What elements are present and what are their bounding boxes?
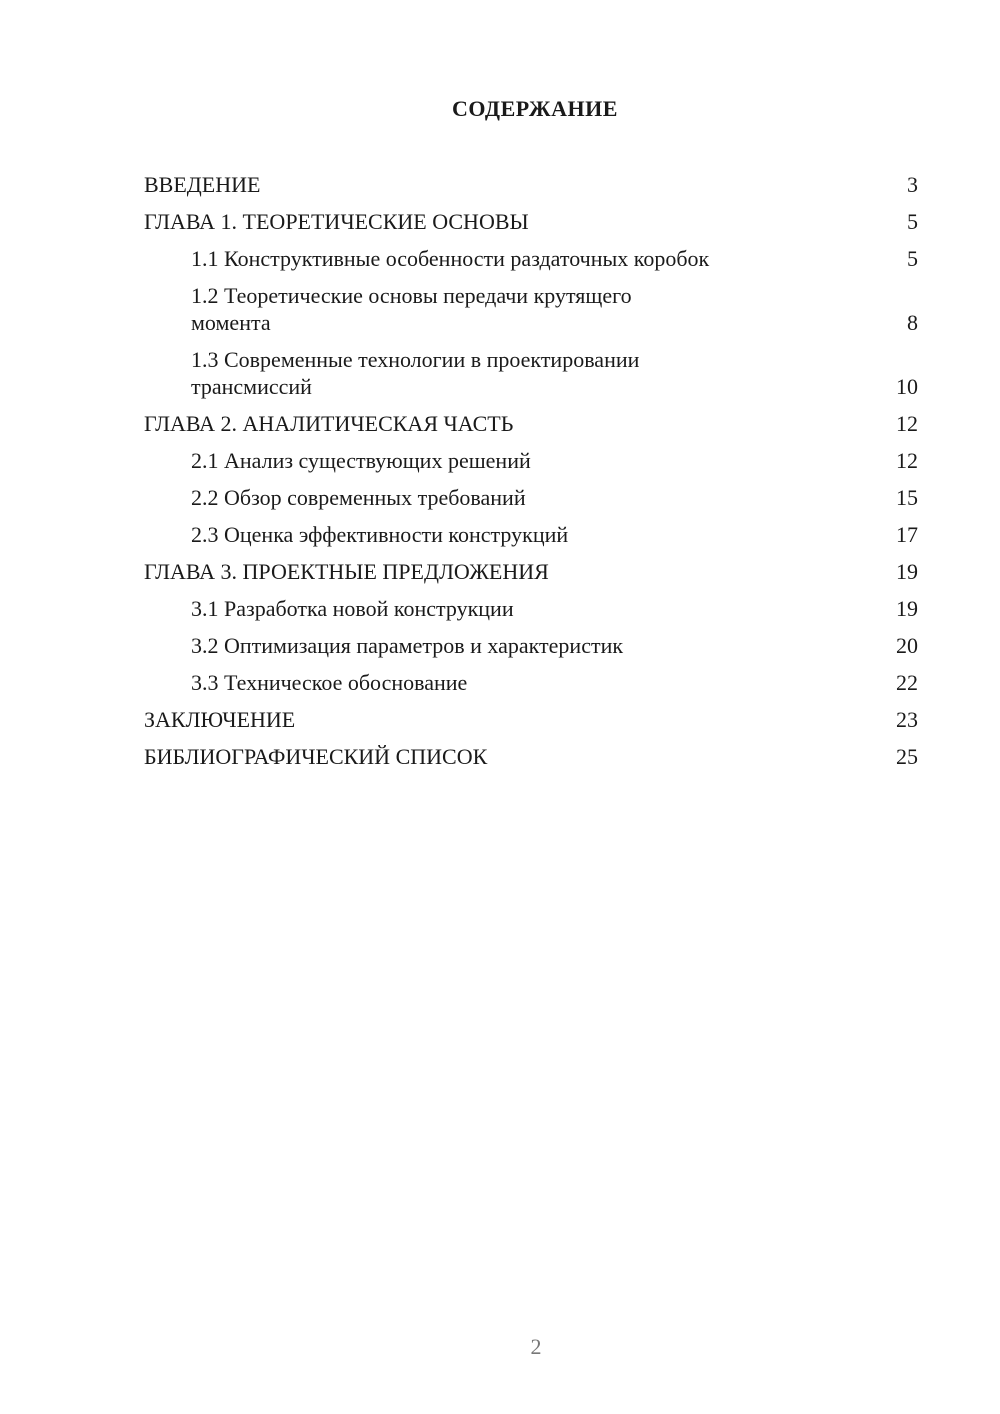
toc-entry-label: БИБЛИОГРАФИЧЕСКИЙ СПИСОК bbox=[144, 744, 488, 769]
toc-entry-label: ГЛАВА 1. ТЕОРЕТИЧЕСКИЕ ОСНОВЫ bbox=[144, 209, 529, 234]
toc-entry-page: 5 bbox=[907, 246, 918, 271]
page-number: 2 bbox=[530, 1334, 542, 1359]
toc-entry[interactable] bbox=[144, 405, 918, 442]
toc-entry-page: 15 bbox=[896, 485, 918, 510]
toc-entry-page: 22 bbox=[896, 670, 918, 695]
toc-entry[interactable] bbox=[144, 553, 918, 590]
toc-entry-label: 1.3 Современные технологии в проектировании трансмиссий bbox=[191, 347, 640, 399]
toc-entry[interactable] bbox=[144, 203, 918, 240]
toc-entry[interactable] bbox=[144, 166, 918, 203]
toc-entry-page: 20 bbox=[896, 633, 918, 658]
toc-entry-label: ГЛАВА 2. АНАЛИТИЧЕСКАЯ ЧАСТЬ bbox=[144, 411, 514, 436]
toc-subentry[interactable] bbox=[144, 277, 918, 341]
toc-subentry[interactable] bbox=[144, 341, 918, 405]
page-title: СОДЕРЖАНИЕ bbox=[452, 96, 618, 121]
toc-entry-label: 1.1 Конструктивные особенности раздаточных коробок bbox=[191, 246, 710, 271]
toc-subentry[interactable] bbox=[144, 627, 918, 664]
toc-entry[interactable] bbox=[144, 701, 918, 738]
table-of-contents bbox=[144, 166, 918, 775]
toc-entry-page: 25 bbox=[896, 744, 918, 769]
toc-entry-label: ЗАКЛЮЧЕНИЕ bbox=[144, 707, 296, 732]
toc-entry-page: 3 bbox=[907, 172, 918, 197]
toc-subentry[interactable] bbox=[144, 479, 918, 516]
toc-entry-label: 1.2 Теоретические основы передачи крутящего момента bbox=[191, 283, 632, 335]
toc-entry-page: 19 bbox=[896, 596, 918, 621]
toc-entry-page: 17 bbox=[896, 522, 918, 547]
toc-entry-label: 2.2 Обзор современных требований bbox=[191, 485, 526, 510]
toc-entry[interactable] bbox=[144, 738, 918, 775]
toc-entry-label: 3.2 Оптимизация параметров и характеристик bbox=[191, 633, 624, 658]
toc-entry-label: ВВЕДЕНИЕ bbox=[144, 172, 261, 197]
toc-subentry[interactable] bbox=[144, 664, 918, 701]
toc-subentry[interactable] bbox=[144, 516, 918, 553]
toc-entry-page: 12 bbox=[896, 411, 918, 436]
toc-entry-page: 8 bbox=[907, 310, 918, 335]
toc-entry-page: 5 bbox=[907, 209, 918, 234]
toc-entry-page: 19 bbox=[896, 559, 918, 584]
toc-entry-label: ГЛАВА 3. ПРОЕКТНЫЕ ПРЕДЛОЖЕНИЯ bbox=[144, 559, 549, 584]
toc-entry-page: 10 bbox=[896, 374, 918, 399]
toc-entry-page: 23 bbox=[896, 707, 918, 732]
toc-subentry[interactable] bbox=[144, 240, 918, 277]
toc-entry-label: 3.3 Техническое обоснование bbox=[191, 670, 468, 695]
toc-entry-label: 3.1 Разработка новой конструкции bbox=[191, 596, 514, 621]
toc-subentry[interactable] bbox=[144, 590, 918, 627]
toc-subentry[interactable] bbox=[144, 442, 918, 479]
toc-entry-page: 12 bbox=[896, 448, 918, 473]
toc-entry-label: 2.1 Анализ существующих решений bbox=[191, 448, 531, 473]
toc-entry-label: 2.3 Оценка эффективности конструкций bbox=[191, 522, 569, 547]
